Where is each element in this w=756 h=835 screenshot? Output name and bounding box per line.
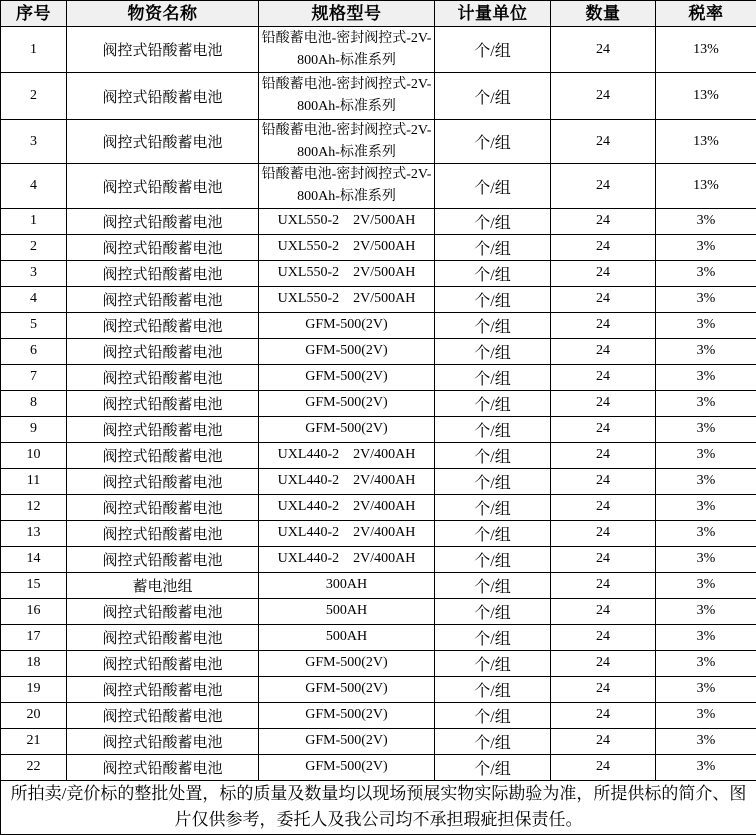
cell-quantity: 24 xyxy=(551,416,656,442)
footer-disclaimer-note: 所拍卖/竞价标的整批处置，标的质量及数量均以现场预展实物实际勘验为准，所提供标的简介、图片仅供参考，委托人及我公司均不承担瑕疵担保责任。 xyxy=(1,780,756,834)
cell-measurement-unit: 个/组 xyxy=(435,312,551,338)
cell-measurement-unit: 个/组 xyxy=(435,728,551,754)
cell-specification-model: GFM-500(2V) xyxy=(259,390,435,416)
table-row xyxy=(1,338,756,364)
cell-material-name: 阀控式铅酸蓄电池 xyxy=(67,164,259,208)
table-row xyxy=(1,27,756,73)
cell-tax-rate: 3% xyxy=(656,650,756,676)
cell-measurement-unit: 个/组 xyxy=(435,754,551,780)
cell-tax-rate: 3% xyxy=(656,312,756,338)
cell-measurement-unit: 个/组 xyxy=(435,164,551,208)
cell-tax-rate: 3% xyxy=(656,416,756,442)
cell-material-name: 阀控式铅酸蓄电池 xyxy=(67,494,259,520)
cell-quantity: 24 xyxy=(551,520,656,546)
cell-specification-model: 铅酸蓄电池-密封阀控式-2V-800Ah-标准系列 xyxy=(259,164,435,208)
cell-measurement-unit: 个/组 xyxy=(435,650,551,676)
cell-tax-rate: 3% xyxy=(656,390,756,416)
cell-measurement-unit: 个/组 xyxy=(435,468,551,494)
cell-measurement-unit: 个/组 xyxy=(435,598,551,624)
cell-specification-model: UXL440-2 2V/400AH xyxy=(259,468,435,494)
cell-measurement-unit: 个/组 xyxy=(435,572,551,598)
cell-sequence-number: 18 xyxy=(1,650,67,676)
cell-tax-rate: 3% xyxy=(656,520,756,546)
cell-measurement-unit: 个/组 xyxy=(435,676,551,702)
cell-tax-rate: 3% xyxy=(656,494,756,520)
cell-quantity: 24 xyxy=(551,208,656,234)
cell-tax-rate: 13% xyxy=(656,73,756,120)
table-row xyxy=(1,164,756,208)
table-row xyxy=(1,442,756,468)
cell-material-name: 阀控式铅酸蓄电池 xyxy=(67,546,259,572)
cell-specification-model: UXL550-2 2V/500AH xyxy=(259,208,435,234)
cell-measurement-unit: 个/组 xyxy=(435,494,551,520)
table-row xyxy=(1,494,756,520)
table-row xyxy=(1,598,756,624)
cell-tax-rate: 3% xyxy=(656,364,756,390)
cell-measurement-unit: 个/组 xyxy=(435,234,551,260)
cell-material-name: 阀控式铅酸蓄电池 xyxy=(67,598,259,624)
cell-material-name: 阀控式铅酸蓄电池 xyxy=(67,208,259,234)
table-row xyxy=(1,676,756,702)
cell-material-name: 阀控式铅酸蓄电池 xyxy=(67,676,259,702)
cell-quantity: 24 xyxy=(551,164,656,208)
cell-material-name: 阀控式铅酸蓄电池 xyxy=(67,702,259,728)
cell-tax-rate: 3% xyxy=(656,624,756,650)
column-header-name: 物资名称 xyxy=(67,1,259,27)
cell-tax-rate: 13% xyxy=(656,164,756,208)
cell-quantity: 24 xyxy=(551,260,656,286)
cell-sequence-number: 17 xyxy=(1,624,67,650)
table-row xyxy=(1,754,756,780)
cell-specification-model: GFM-500(2V) xyxy=(259,338,435,364)
cell-measurement-unit: 个/组 xyxy=(435,73,551,120)
cell-tax-rate: 3% xyxy=(656,702,756,728)
column-header-qty: 数量 xyxy=(551,1,656,27)
cell-sequence-number: 5 xyxy=(1,312,67,338)
table-header xyxy=(1,1,756,27)
cell-specification-model: UXL550-2 2V/500AH xyxy=(259,234,435,260)
cell-measurement-unit: 个/组 xyxy=(435,520,551,546)
cell-specification-model: GFM-500(2V) xyxy=(259,702,435,728)
table-row xyxy=(1,520,756,546)
cell-quantity: 24 xyxy=(551,546,656,572)
cell-specification-model: UXL550-2 2V/500AH xyxy=(259,260,435,286)
cell-specification-model: GFM-500(2V) xyxy=(259,650,435,676)
cell-measurement-unit: 个/组 xyxy=(435,260,551,286)
cell-quantity: 24 xyxy=(551,494,656,520)
table-row xyxy=(1,572,756,598)
cell-quantity: 24 xyxy=(551,73,656,120)
cell-sequence-number: 11 xyxy=(1,468,67,494)
cell-sequence-number: 7 xyxy=(1,364,67,390)
table-row xyxy=(1,390,756,416)
cell-sequence-number: 8 xyxy=(1,390,67,416)
cell-sequence-number: 22 xyxy=(1,754,67,780)
cell-specification-model: UXL550-2 2V/500AH xyxy=(259,286,435,312)
cell-material-name: 阀控式铅酸蓄电池 xyxy=(67,364,259,390)
cell-measurement-unit: 个/组 xyxy=(435,702,551,728)
cell-specification-model: 300AH xyxy=(259,572,435,598)
cell-specification-model: GFM-500(2V) xyxy=(259,754,435,780)
column-header-tax: 税率 xyxy=(656,1,756,27)
cell-specification-model: 铅酸蓄电池-密封阀控式-2V-800Ah-标准系列 xyxy=(259,120,435,164)
cell-specification-model: 500AH xyxy=(259,598,435,624)
cell-sequence-number: 4 xyxy=(1,164,67,208)
cell-quantity: 24 xyxy=(551,624,656,650)
table-row xyxy=(1,260,756,286)
cell-material-name: 阀控式铅酸蓄电池 xyxy=(67,650,259,676)
table-row xyxy=(1,702,756,728)
cell-tax-rate: 3% xyxy=(656,338,756,364)
cell-measurement-unit: 个/组 xyxy=(435,416,551,442)
cell-quantity: 24 xyxy=(551,754,656,780)
cell-material-name: 阀控式铅酸蓄电池 xyxy=(67,728,259,754)
cell-specification-model: UXL440-2 2V/400AH xyxy=(259,520,435,546)
cell-material-name: 阀控式铅酸蓄电池 xyxy=(67,260,259,286)
cell-quantity: 24 xyxy=(551,390,656,416)
table-row xyxy=(1,728,756,754)
cell-quantity: 24 xyxy=(551,650,656,676)
cell-quantity: 24 xyxy=(551,728,656,754)
cell-specification-model: UXL440-2 2V/400AH xyxy=(259,494,435,520)
cell-specification-model: GFM-500(2V) xyxy=(259,364,435,390)
cell-sequence-number: 1 xyxy=(1,27,67,73)
cell-quantity: 24 xyxy=(551,598,656,624)
cell-specification-model: GFM-500(2V) xyxy=(259,312,435,338)
cell-tax-rate: 13% xyxy=(656,27,756,73)
cell-material-name: 阀控式铅酸蓄电池 xyxy=(67,234,259,260)
table-row xyxy=(1,650,756,676)
cell-sequence-number: 6 xyxy=(1,338,67,364)
table-row xyxy=(1,120,756,164)
cell-specification-model: UXL440-2 2V/400AH xyxy=(259,546,435,572)
cell-tax-rate: 3% xyxy=(656,754,756,780)
cell-tax-rate: 3% xyxy=(656,572,756,598)
cell-tax-rate: 3% xyxy=(656,234,756,260)
cell-sequence-number: 3 xyxy=(1,120,67,164)
cell-material-name: 阀控式铅酸蓄电池 xyxy=(67,338,259,364)
cell-material-name: 阀控式铅酸蓄电池 xyxy=(67,416,259,442)
cell-measurement-unit: 个/组 xyxy=(435,338,551,364)
cell-measurement-unit: 个/组 xyxy=(435,390,551,416)
cell-material-name: 阀控式铅酸蓄电池 xyxy=(67,286,259,312)
cell-sequence-number: 21 xyxy=(1,728,67,754)
cell-specification-model: 500AH xyxy=(259,624,435,650)
cell-material-name: 阀控式铅酸蓄电池 xyxy=(67,520,259,546)
cell-specification-model: GFM-500(2V) xyxy=(259,416,435,442)
cell-sequence-number: 1 xyxy=(1,208,67,234)
cell-specification-model: 铅酸蓄电池-密封阀控式-2V-800Ah-标准系列 xyxy=(259,73,435,120)
cell-material-name: 阀控式铅酸蓄电池 xyxy=(67,754,259,780)
cell-material-name: 阀控式铅酸蓄电池 xyxy=(67,624,259,650)
cell-tax-rate: 3% xyxy=(656,260,756,286)
cell-tax-rate: 3% xyxy=(656,676,756,702)
column-header-seq: 序号 xyxy=(1,1,67,27)
table-footer xyxy=(1,780,756,834)
cell-measurement-unit: 个/组 xyxy=(435,624,551,650)
cell-sequence-number: 9 xyxy=(1,416,67,442)
cell-sequence-number: 12 xyxy=(1,494,67,520)
table-row xyxy=(1,234,756,260)
cell-sequence-number: 19 xyxy=(1,676,67,702)
cell-tax-rate: 3% xyxy=(656,546,756,572)
cell-sequence-number: 4 xyxy=(1,286,67,312)
table-row xyxy=(1,286,756,312)
column-header-spec: 规格型号 xyxy=(259,1,435,27)
cell-material-name: 阀控式铅酸蓄电池 xyxy=(67,120,259,164)
cell-quantity: 24 xyxy=(551,312,656,338)
table-row xyxy=(1,73,756,120)
table-row xyxy=(1,364,756,390)
cell-quantity: 24 xyxy=(551,364,656,390)
table-row xyxy=(1,416,756,442)
cell-measurement-unit: 个/组 xyxy=(435,442,551,468)
cell-sequence-number: 13 xyxy=(1,520,67,546)
cell-quantity: 24 xyxy=(551,234,656,260)
cell-specification-model: GFM-500(2V) xyxy=(259,728,435,754)
cell-quantity: 24 xyxy=(551,120,656,164)
table-header-row xyxy=(1,1,756,27)
cell-sequence-number: 20 xyxy=(1,702,67,728)
cell-material-name: 阀控式铅酸蓄电池 xyxy=(67,27,259,73)
cell-measurement-unit: 个/组 xyxy=(435,546,551,572)
cell-quantity: 24 xyxy=(551,676,656,702)
cell-material-name: 蓄电池组 xyxy=(67,572,259,598)
cell-quantity: 24 xyxy=(551,27,656,73)
cell-tax-rate: 13% xyxy=(656,120,756,164)
footer-note-row xyxy=(1,780,756,834)
table-row xyxy=(1,312,756,338)
cell-specification-model: 铅酸蓄电池-密封阀控式-2V-800Ah-标准系列 xyxy=(259,27,435,73)
cell-tax-rate: 3% xyxy=(656,286,756,312)
table-row xyxy=(1,624,756,650)
cell-quantity: 24 xyxy=(551,702,656,728)
cell-quantity: 24 xyxy=(551,572,656,598)
cell-specification-model: UXL440-2 2V/400AH xyxy=(259,442,435,468)
cell-measurement-unit: 个/组 xyxy=(435,27,551,73)
cell-sequence-number: 15 xyxy=(1,572,67,598)
table-row xyxy=(1,468,756,494)
cell-sequence-number: 3 xyxy=(1,260,67,286)
cell-tax-rate: 3% xyxy=(656,442,756,468)
cell-sequence-number: 2 xyxy=(1,73,67,120)
cell-material-name: 阀控式铅酸蓄电池 xyxy=(67,468,259,494)
cell-measurement-unit: 个/组 xyxy=(435,120,551,164)
table-body xyxy=(1,27,756,781)
cell-tax-rate: 3% xyxy=(656,598,756,624)
cell-quantity: 24 xyxy=(551,468,656,494)
table-row xyxy=(1,546,756,572)
cell-tax-rate: 3% xyxy=(656,468,756,494)
cell-measurement-unit: 个/组 xyxy=(435,208,551,234)
cell-sequence-number: 10 xyxy=(1,442,67,468)
cell-quantity: 24 xyxy=(551,338,656,364)
cell-material-name: 阀控式铅酸蓄电池 xyxy=(67,442,259,468)
cell-quantity: 24 xyxy=(551,442,656,468)
cell-tax-rate: 3% xyxy=(656,208,756,234)
cell-specification-model: GFM-500(2V) xyxy=(259,676,435,702)
cell-sequence-number: 2 xyxy=(1,234,67,260)
cell-measurement-unit: 个/组 xyxy=(435,286,551,312)
cell-material-name: 阀控式铅酸蓄电池 xyxy=(67,390,259,416)
cell-sequence-number: 16 xyxy=(1,598,67,624)
cell-material-name: 阀控式铅酸蓄电池 xyxy=(67,73,259,120)
cell-tax-rate: 3% xyxy=(656,728,756,754)
table-row xyxy=(1,208,756,234)
cell-quantity: 24 xyxy=(551,286,656,312)
cell-material-name: 阀控式铅酸蓄电池 xyxy=(67,312,259,338)
cell-sequence-number: 14 xyxy=(1,546,67,572)
cell-measurement-unit: 个/组 xyxy=(435,364,551,390)
column-header-unit: 计量单位 xyxy=(435,1,551,27)
